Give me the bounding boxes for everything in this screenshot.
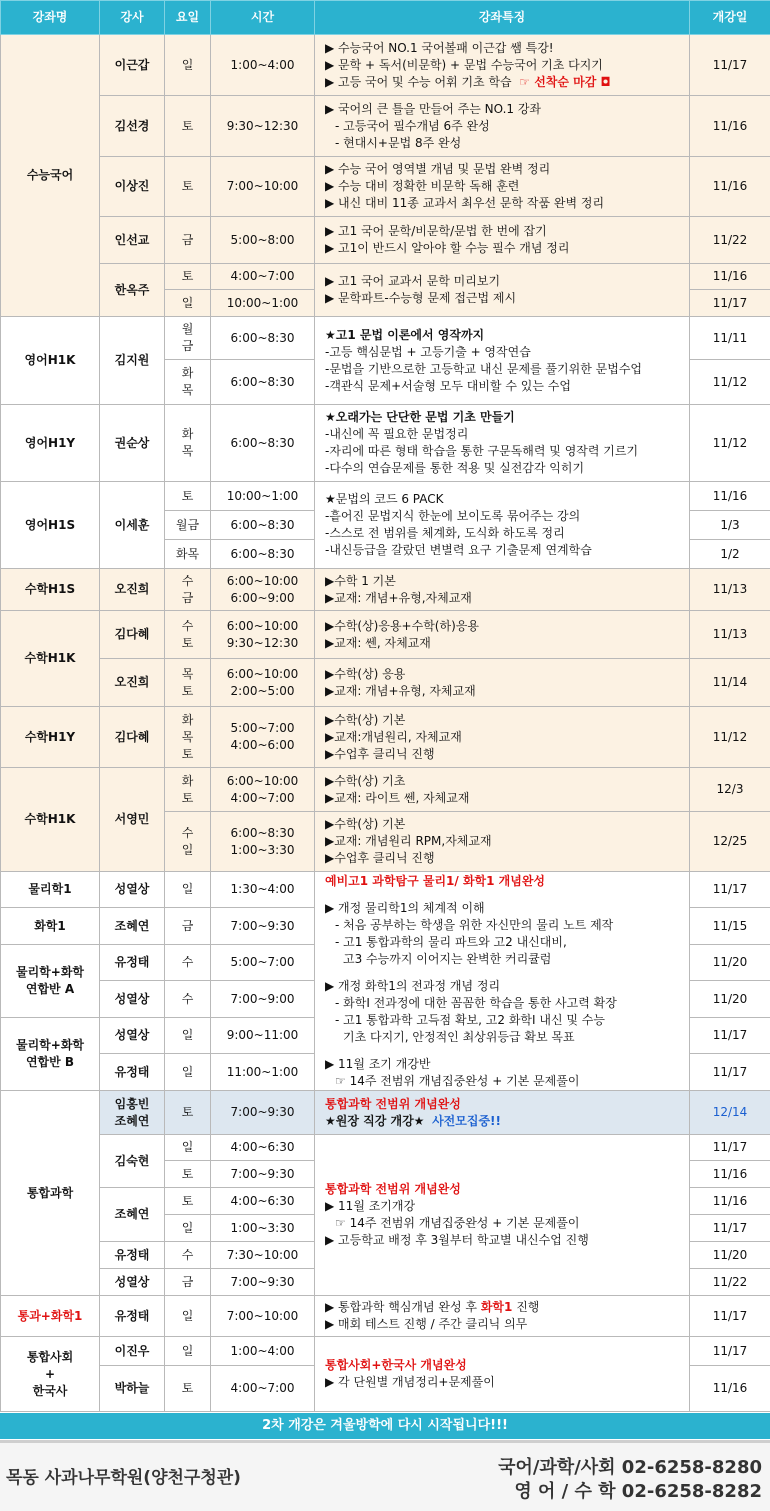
feature-line: -고등 핵심문법 + 고등기출 + 영작연습 — [325, 344, 689, 361]
spacer — [325, 890, 689, 900]
course-features — [315, 1296, 690, 1337]
course-features — [315, 872, 690, 1091]
table-row — [1, 96, 770, 157]
teacher-name: 이진우 — [100, 1337, 165, 1366]
teacher-name: 오진희 — [100, 569, 165, 611]
feature-line: - 고1 통합과학 고득점 확보, 고2 화학Ⅰ 내신 및 수능 — [325, 1012, 689, 1029]
class-time: 6:00~10:00 4:00~7:00 — [211, 768, 315, 812]
class-day: 일 — [165, 1296, 211, 1337]
class-day: 일 — [165, 1135, 211, 1161]
feature-line — [325, 1113, 689, 1130]
open-date: 11/16 — [690, 96, 770, 157]
feature-line: ▶ 국어의 큰 틀을 만들어 주는 NO.1 강좌 — [325, 101, 689, 118]
open-date: 11/12 — [690, 360, 770, 405]
class-day: 토 — [165, 1161, 211, 1188]
open-date: 11/16 — [690, 1161, 770, 1188]
teacher-name: 한옥주 — [100, 264, 165, 317]
feature-text: 진행 — [512, 1300, 539, 1314]
header-teacher: 강사 — [100, 1, 165, 35]
teacher-line: 임홍빈 — [100, 1096, 164, 1113]
class-day: 일 — [165, 872, 211, 908]
phone-english-math: 영 어 / 수 학 02-6258-8282 — [514, 1477, 762, 1503]
class-day: 토 — [165, 482, 211, 511]
table-row — [1, 707, 770, 768]
teacher-line: 조혜연 — [100, 1113, 164, 1130]
open-date: 11/17 — [690, 1296, 770, 1337]
class-time: 10:00~1:00 — [211, 482, 315, 511]
teacher-name: 유정태 — [100, 1296, 165, 1337]
feature-title: 통합과학 전범위 개념완성 — [325, 1181, 689, 1198]
teacher-name: 조혜연 — [100, 908, 165, 945]
class-day: 수 — [165, 981, 211, 1018]
feature-text: ★원장 직강 개강★ — [325, 1114, 424, 1128]
feature-line: 고3 수능까지 이어지는 완벽한 커리큘럼 — [325, 951, 689, 968]
feature-highlight: 화학1 — [481, 1300, 513, 1314]
class-day: 토 — [165, 157, 211, 217]
class-day: 화 목 토 — [165, 707, 211, 768]
class-time: 4:00~7:00 — [211, 1366, 315, 1412]
open-date: 12/25 — [690, 812, 770, 872]
teacher-name: 이세훈 — [100, 482, 165, 569]
feature-title: 통합과학 전범위 개념완성 — [325, 1096, 689, 1113]
table-row — [1, 217, 770, 264]
class-time: 1:00~3:30 — [211, 1215, 315, 1242]
course-name: 통과+화학1 — [1, 1296, 100, 1337]
teacher-name: 김다혜 — [100, 707, 165, 768]
course-features — [315, 812, 690, 872]
teacher-name: 성열상 — [100, 1018, 165, 1054]
feature-line: - 고1 통합과학의 물리 파트와 고2 내신대비, — [325, 934, 689, 951]
feature-line: -내신등급을 갈랐던 변별력 요구 기출문제 연계학습 — [325, 542, 689, 559]
course-name-line: 물리학+화학 — [1, 964, 99, 981]
course-name-line: 물리학+화학 — [1, 1037, 99, 1054]
table-row — [1, 1337, 770, 1366]
course-name: 수학H1K — [1, 611, 100, 707]
open-date: 11/16 — [690, 264, 770, 290]
class-day: 일 — [165, 1215, 211, 1242]
open-date: 11/12 — [690, 405, 770, 482]
open-date: 1/3 — [690, 511, 770, 540]
table-row — [1, 405, 770, 482]
recruiting-badge: 사전모집중!! — [432, 1114, 501, 1128]
feature-line: -스스로 전 범위를 체계화, 도식화 하도록 정리 — [325, 525, 689, 542]
open-date: 11/20 — [690, 1242, 770, 1269]
course-name: 영어H1S — [1, 482, 100, 569]
class-day: 화 목 — [165, 405, 211, 482]
open-date: 12/14 — [690, 1091, 770, 1135]
table-row — [1, 264, 770, 290]
feature-line: - 화학Ⅰ 전과정에 대한 꼼꼼한 학습을 통한 사고력 확장 — [325, 995, 689, 1012]
course-name-line: 한국사 — [1, 1383, 99, 1400]
course-name — [1, 1018, 100, 1091]
course-name: 영어H1Y — [1, 405, 100, 482]
course-name-line: 연합반 B — [1, 1054, 99, 1071]
open-date: 11/13 — [690, 569, 770, 611]
feature-line: ▶수학(상) 기본 — [325, 816, 689, 833]
second-session-notice: 2차 개강은 겨울방학에 다시 시작됩니다!!! — [0, 1413, 770, 1439]
feature-line — [325, 1299, 689, 1316]
class-day: 월 금 — [165, 317, 211, 360]
course-features — [315, 707, 690, 768]
feature-text: ▶ 고등 국어 및 수능 어휘 기초 학습 — [325, 75, 512, 89]
feature-line: ▶교재: 쎈, 자체교재 — [325, 635, 689, 652]
feature-line: ▶수학(상) 응용 — [325, 666, 689, 683]
teacher-name: 유정태 — [100, 945, 165, 981]
class-time: 9:30~12:30 — [211, 96, 315, 157]
teacher-name: 유정태 — [100, 1242, 165, 1269]
class-day: 화목 — [165, 540, 211, 569]
feature-line: -객관식 문제+서술형 모두 대비할 수 있는 수업 — [325, 378, 689, 395]
course-name-line: + — [1, 1366, 99, 1383]
feature-title: ★오래가는 단단한 문법 기초 만들기 — [325, 409, 689, 426]
open-date: 11/17 — [690, 1215, 770, 1242]
class-time: 4:00~7:00 — [211, 264, 315, 290]
teacher-name: 김숙현 — [100, 1135, 165, 1188]
open-date: 11/16 — [690, 1366, 770, 1412]
teacher-name: 김선경 — [100, 96, 165, 157]
feature-title: 예비고1 과학탐구 물리1/ 화학1 개념완성 — [325, 873, 689, 890]
spacer — [325, 968, 689, 978]
open-date: 11/17 — [690, 290, 770, 317]
open-date: 11/17 — [690, 1054, 770, 1091]
feature-line — [325, 74, 689, 91]
course-features — [315, 317, 690, 405]
feature-line: ▶ 고등학교 배정 후 3월부터 학교별 내신수업 진행 — [325, 1232, 689, 1249]
class-time: 4:00~6:30 — [211, 1135, 315, 1161]
class-time: 6:00~8:30 — [211, 360, 315, 405]
course-features — [315, 96, 690, 157]
teacher-name: 조혜연 — [100, 1188, 165, 1242]
feature-line: ▶ 문학파트-수능형 문제 접근법 제시 — [325, 290, 689, 307]
class-time: 5:00~7:00 — [211, 945, 315, 981]
course-name-line: 연합반 A — [1, 981, 99, 998]
teacher-name: 김지원 — [100, 317, 165, 405]
class-day: 수 금 — [165, 569, 211, 611]
course-features — [315, 611, 690, 659]
class-day: 토 — [165, 1366, 211, 1412]
class-time: 6:00~10:00 6:00~9:00 — [211, 569, 315, 611]
feature-line: ▶ 고1 국어 교과서 문학 미리보기 — [325, 273, 689, 290]
open-date: 11/14 — [690, 659, 770, 707]
feature-line: ▶ 11월 조기 개강반 — [325, 1056, 689, 1073]
table-row — [1, 1296, 770, 1337]
open-date: 11/20 — [690, 945, 770, 981]
teacher-name — [100, 1091, 165, 1135]
class-day: 일 — [165, 1337, 211, 1366]
feature-line: ▶ 고1이 반드시 알아야 할 수능 필수 개념 정리 — [325, 240, 689, 257]
class-day: 금 — [165, 908, 211, 945]
feature-line: -다수의 연습문제를 통한 적용 및 실전감각 익히기 — [325, 460, 689, 477]
teacher-name: 박하늘 — [100, 1366, 165, 1412]
class-time: 6:00~8:30 — [211, 405, 315, 482]
open-date: 11/16 — [690, 1188, 770, 1215]
class-day: 화 토 — [165, 768, 211, 812]
feature-line: ▶ 수능 국어 영역별 개념 및 문법 완벽 정리 — [325, 161, 689, 178]
teacher-name: 인선교 — [100, 217, 165, 264]
teacher-name: 오진희 — [100, 659, 165, 707]
course-features — [315, 768, 690, 812]
teacher-name: 이근갑 — [100, 35, 165, 96]
class-day: 금 — [165, 1269, 211, 1296]
class-time: 9:00~11:00 — [211, 1018, 315, 1054]
class-time: 11:00~1:00 — [211, 1054, 315, 1091]
class-time: 7:30~10:00 — [211, 1242, 315, 1269]
course-name: 화학1 — [1, 908, 100, 945]
open-date: 11/12 — [690, 707, 770, 768]
class-time: 7:00~10:00 — [211, 157, 315, 217]
feature-title: ★고1 문법 이론에서 영작까지 — [325, 327, 689, 344]
table-row — [1, 1091, 770, 1135]
teacher-name: 유정태 — [100, 1054, 165, 1091]
class-day: 토 — [165, 96, 211, 157]
feature-line: ▶수업후 클리닉 진행 — [325, 850, 689, 867]
phone-korean-science-social: 국어/과학/사회 02-6258-8280 — [498, 1453, 762, 1479]
feature-text: ▶ 통합과학 핵심개념 완성 후 — [325, 1300, 481, 1314]
feature-line: ☞ 14주 전범위 개념집중완성 + 기본 문제풀이 — [325, 1215, 689, 1232]
open-date: 11/17 — [690, 1018, 770, 1054]
teacher-name: 서영민 — [100, 768, 165, 872]
class-time: 6:00~8:30 1:00~3:30 — [211, 812, 315, 872]
feature-line: ▶교재: 개념+유형, 자체교재 — [325, 683, 689, 700]
class-day: 수 — [165, 945, 211, 981]
feature-line: ▶ 매회 테스트 진행 / 주간 클리닉 의무 — [325, 1316, 689, 1333]
table-row — [1, 1135, 770, 1161]
class-day: 일 — [165, 35, 211, 96]
header-course: 강좌명 — [1, 1, 100, 35]
open-date: 11/16 — [690, 157, 770, 217]
header-features: 강좌특징 — [315, 1, 690, 35]
course-name: 통합과학 — [1, 1091, 100, 1296]
class-time: 1:30~4:00 — [211, 872, 315, 908]
course-name: 수학H1K — [1, 768, 100, 872]
feature-line: ▶ 문학 + 독서(비문학) + 문법 수능국어 기초 다지기 — [325, 57, 689, 74]
table-row — [1, 35, 770, 96]
feature-line: ▶교재: 개념원리 RPM,자체교재 — [325, 833, 689, 850]
course-features — [315, 659, 690, 707]
open-date: 11/22 — [690, 1269, 770, 1296]
class-day: 토 — [165, 1091, 211, 1135]
class-time: 7:00~9:30 — [211, 1161, 315, 1188]
open-date: 11/17 — [690, 872, 770, 908]
class-day: 일 — [165, 1018, 211, 1054]
class-time: 10:00~1:00 — [211, 290, 315, 317]
feature-line: ▶수학(상)응용+수학(하)응용 — [325, 618, 689, 635]
class-time: 6:00~8:30 — [211, 540, 315, 569]
table-row — [1, 569, 770, 611]
class-time: 7:00~9:00 — [211, 981, 315, 1018]
course-features — [315, 217, 690, 264]
class-time: 1:00~4:00 — [211, 1337, 315, 1366]
class-time: 7:00~10:00 — [211, 1296, 315, 1337]
teacher-name: 성열상 — [100, 1269, 165, 1296]
class-time: 5:00~8:00 — [211, 217, 315, 264]
academy-name: 목동 사과나무학원(양천구청관) — [6, 1463, 241, 1488]
header-row — [1, 1, 770, 35]
feature-line: ☞ 14주 전범위 개념집중완성 + 기본 문제풀이 — [325, 1073, 689, 1090]
feature-line: -흩어진 문법지식 한눈에 보이도록 묶어주는 강의 — [325, 508, 689, 525]
class-time: 7:00~9:30 — [211, 908, 315, 945]
table-row — [1, 157, 770, 217]
feature-line: ▶ 수능 대비 정확한 비문학 독해 훈련 — [325, 178, 689, 195]
class-time: 5:00~7:00 4:00~6:00 — [211, 707, 315, 768]
feature-line: ▶ 개정 물리학1의 체계적 이해 — [325, 900, 689, 917]
feature-title: 통합사회+한국사 개념완성 — [325, 1357, 689, 1374]
class-time: 6:00~8:30 — [211, 317, 315, 360]
course-features — [315, 1135, 690, 1296]
header-open-date: 개강일 — [690, 1, 770, 35]
course-features — [315, 1091, 690, 1135]
course-features — [315, 482, 690, 569]
feature-line: ▶ 수능국어 NO.1 국어볼패 이근갑 쌤 특강! — [325, 40, 689, 57]
feature-line: - 처음 공부하는 학생을 위한 자신만의 물리 노트 제작 — [325, 917, 689, 934]
feature-line: 기초 다지기, 안정적인 최상위등급 확보 목표 — [325, 1029, 689, 1046]
feature-line: ▶ 내신 대비 11종 교과서 최우선 문학 작품 완벽 정리 — [325, 195, 689, 212]
class-time: 1:00~4:00 — [211, 35, 315, 96]
course-name: 물리학1 — [1, 872, 100, 908]
open-date: 1/2 — [690, 540, 770, 569]
first-come-notice: ☞ 선착순 마감 ◘ — [519, 75, 610, 89]
teacher-name: 권순상 — [100, 405, 165, 482]
feature-line: ▶ 11월 조기개강 — [325, 1198, 689, 1215]
feature-line: - 현대시+문법 8주 완성 — [325, 135, 689, 152]
class-day: 목 토 — [165, 659, 211, 707]
class-day: 금 — [165, 217, 211, 264]
class-day: 토 — [165, 1188, 211, 1215]
open-date: 12/3 — [690, 768, 770, 812]
table-row — [1, 768, 770, 812]
open-date: 11/16 — [690, 482, 770, 511]
feature-line: ▶ 개정 화학1의 전과정 개념 정리 — [325, 978, 689, 995]
class-time: 4:00~6:30 — [211, 1188, 315, 1215]
class-time: 7:00~9:30 — [211, 1269, 315, 1296]
course-name: 영어H1K — [1, 317, 100, 405]
course-features — [315, 569, 690, 611]
feature-line: ▶수학(상) 기초 — [325, 773, 689, 790]
class-time: 7:00~9:30 — [211, 1091, 315, 1135]
open-date: 11/17 — [690, 35, 770, 96]
open-date: 11/17 — [690, 1135, 770, 1161]
table-row — [1, 611, 770, 659]
course-features — [315, 405, 690, 482]
feature-line: - 고등국어 필수개념 6주 완성 — [325, 118, 689, 135]
class-time: 6:00~10:00 2:00~5:00 — [211, 659, 315, 707]
open-date: 11/17 — [690, 1337, 770, 1366]
feature-title: ★문법의 코드 6 PACK — [325, 491, 689, 508]
teacher-name: 김다혜 — [100, 611, 165, 659]
table-row — [1, 317, 770, 360]
course-features — [315, 1337, 690, 1412]
course-name-line: 통합사회 — [1, 1349, 99, 1366]
footer — [0, 1440, 770, 1511]
spacer — [325, 1046, 689, 1056]
class-day: 화 목 — [165, 360, 211, 405]
feature-line: ▶수학(상) 기본 — [325, 712, 689, 729]
feature-line: ▶교재:개념원리, 자체교재 — [325, 729, 689, 746]
class-time: 6:00~10:00 9:30~12:30 — [211, 611, 315, 659]
table-row — [1, 659, 770, 707]
open-date: 11/11 — [690, 317, 770, 360]
feature-line: ▶교재: 라이트 쎈, 자체교재 — [325, 790, 689, 807]
class-day: 일 — [165, 290, 211, 317]
feature-line: ▶수업후 클리닉 진행 — [325, 746, 689, 763]
feature-line: ▶수학 1 기본 — [325, 573, 689, 590]
teacher-name: 이상진 — [100, 157, 165, 217]
class-day: 수 — [165, 1242, 211, 1269]
course-name: 수학H1S — [1, 569, 100, 611]
feature-line: -내신에 꼭 필요한 문법정리 — [325, 426, 689, 443]
open-date: 11/15 — [690, 908, 770, 945]
teacher-name: 성열상 — [100, 981, 165, 1018]
feature-line: -자리에 따른 형태 학습을 통한 구문독해력 및 영작력 기르기 — [325, 443, 689, 460]
class-day: 월금 — [165, 511, 211, 540]
course-features — [315, 157, 690, 217]
teacher-name: 성열상 — [100, 872, 165, 908]
course-name: 수능국어 — [1, 35, 100, 317]
class-day: 수 토 — [165, 611, 211, 659]
course-name — [1, 1337, 100, 1412]
class-time: 6:00~8:30 — [211, 511, 315, 540]
open-date: 11/22 — [690, 217, 770, 264]
course-features — [315, 264, 690, 317]
feature-line: ▶교재: 개념+유형,자체교재 — [325, 590, 689, 607]
open-date: 11/20 — [690, 981, 770, 1018]
course-name: 수학H1Y — [1, 707, 100, 768]
course-features — [315, 35, 690, 96]
feature-line: ▶ 고1 국어 문학/비문학/문법 한 번에 잡기 — [325, 223, 689, 240]
table-row — [1, 482, 770, 511]
course-name — [1, 945, 100, 1018]
feature-line: -문법을 기반으로한 고등학교 내신 문제를 풀기위한 문법수업 — [325, 361, 689, 378]
table-row — [1, 872, 770, 908]
class-day: 토 — [165, 264, 211, 290]
class-day: 수 일 — [165, 812, 211, 872]
open-date: 11/13 — [690, 611, 770, 659]
feature-line: ▶ 각 단원별 개념정리+문제풀이 — [325, 1374, 689, 1391]
header-day: 요일 — [165, 1, 211, 35]
header-time: 시간 — [211, 1, 315, 35]
class-day: 일 — [165, 1054, 211, 1091]
